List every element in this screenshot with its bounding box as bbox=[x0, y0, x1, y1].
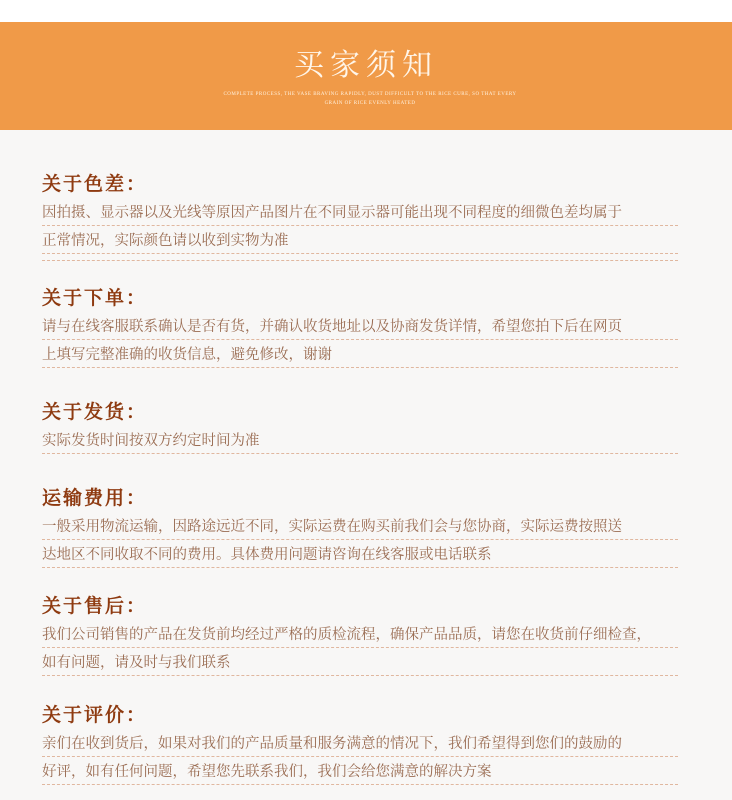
banner-title: 买家须知 bbox=[294, 48, 438, 83]
section-shipping bbox=[42, 398, 678, 454]
section-title: 关于售后： bbox=[42, 595, 148, 617]
section-text-line: 好评，如有任何问题，希望您先联系我们，我们会给您满意的解决方案 bbox=[42, 761, 678, 785]
banner-subtitle: COMPLETE PROCESS, THE VASE BRAVING RAPIDLY, DUST DIFFICULT TO THE RICE CURE, SO THAT EVERY GRAIN OF RICE EVENLY HEATED bbox=[223, 92, 517, 106]
section-text-line: 正常情况，实际颜色请以收到实物为准 bbox=[42, 230, 678, 254]
section-color-difference bbox=[42, 170, 678, 261]
banner bbox=[0, 22, 732, 130]
section-text-line: 达地区不同收取不同的费用。具体费用问题请咨询在线客服或电话联系 bbox=[42, 544, 678, 568]
section-reviews bbox=[42, 701, 678, 785]
section-text-line: 实际发货时间按双方约定时间为准 bbox=[42, 430, 678, 454]
section-title: 关于发货： bbox=[42, 401, 148, 423]
section-title: 关于下单： bbox=[42, 287, 148, 309]
section-text-line: 如有问题，请及时与我们联系 bbox=[42, 652, 678, 676]
section-divider bbox=[42, 260, 678, 261]
section-text-line: 因拍摄、显示器以及光线等原因产品图片在不同显示器可能出现不同程度的细微色差均属于 bbox=[42, 202, 678, 226]
section-text-line: 请与在线客服联系确认是否有货，并确认收货地址以及协商发货详情，希望您拍下后在网页 bbox=[42, 316, 678, 340]
section-title: 关于色差： bbox=[42, 173, 148, 195]
section-ordering bbox=[42, 284, 678, 368]
top-whitespace bbox=[0, 0, 732, 22]
section-text-line: 上填写完整准确的收货信息，避免修改，谢谢 bbox=[42, 344, 678, 368]
section-title: 运输费用： bbox=[42, 487, 148, 509]
section-freight bbox=[42, 484, 678, 568]
section-text-line: 亲们在收到货后，如果对我们的产品质量和服务满意的情况下，我们希望得到您们的鼓励的 bbox=[42, 733, 678, 757]
section-after-sales bbox=[42, 592, 678, 676]
section-text-line: 我们公司销售的产品在发货前均经过严格的质检流程，确保产品品质，请您在收货前仔细检查， bbox=[42, 624, 678, 648]
section-title: 关于评价： bbox=[42, 704, 148, 726]
section-text-line: 一般采用物流运输，因路途远近不同，实际运费在购买前我们会与您协商，实际运费按照送 bbox=[42, 516, 678, 540]
